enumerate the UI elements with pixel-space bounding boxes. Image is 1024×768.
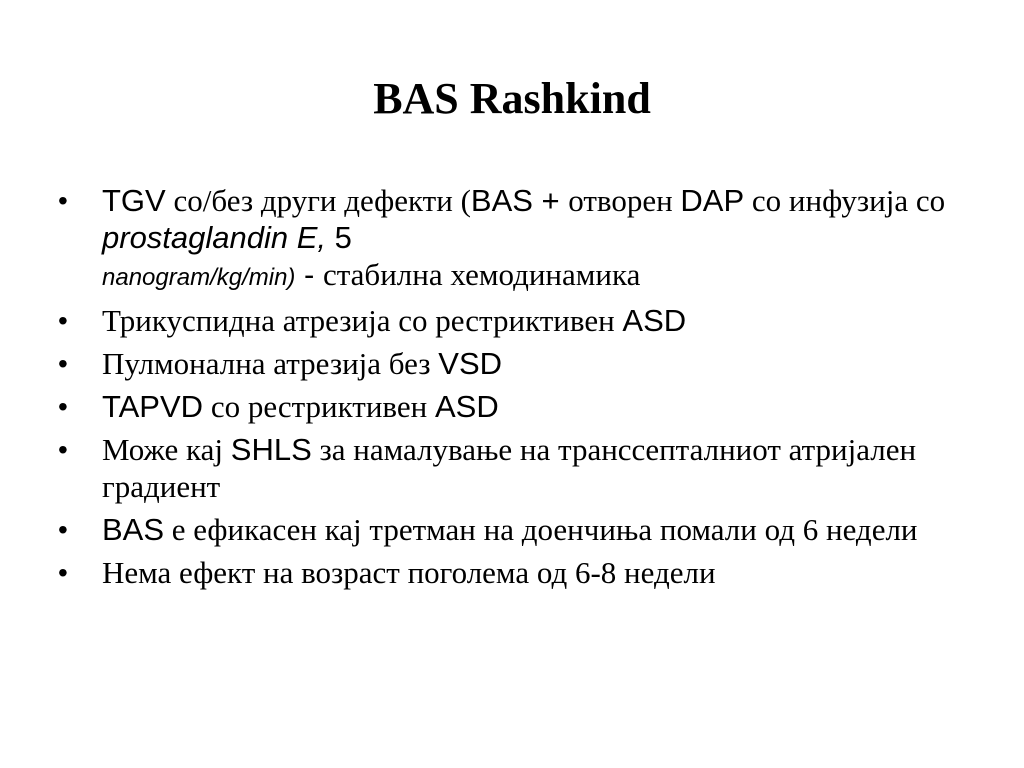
bullet-list (58, 182, 968, 597)
bullet-icon: • (58, 305, 68, 336)
bullet-icon: • (58, 434, 68, 465)
bullet-text-fragment: BAS (102, 512, 165, 547)
bullet-icon: • (58, 348, 68, 379)
bullet-text-fragment: TAPVD (102, 389, 204, 424)
bullet-text-fragment: prostaglandin E, (102, 220, 327, 255)
bullet-item-no-effect (58, 554, 968, 591)
bullet-text-fragment: со/без други дефекти ( (165, 183, 471, 218)
bullet-text-fragment: стабилна хемодинамика (322, 257, 641, 292)
bullet-text-fragment: отворен (568, 183, 681, 218)
bullet-text-fragment: 5 (326, 220, 352, 255)
bullet-icon: • (58, 514, 68, 545)
bullet-text-fragment: BAS + (470, 183, 569, 218)
slide-title: BAS Rashkind (373, 74, 651, 123)
bullet-item-tapvd (58, 388, 968, 425)
bullet-text-fragment: со инфузија со (744, 183, 946, 218)
bullet-item-shls (58, 431, 968, 505)
bullet-item-tricuspid (58, 302, 968, 339)
bullet-text-fragment: за намалување на трансcепталниот атријален градиент (102, 432, 917, 504)
bullet-icon: • (58, 557, 68, 588)
bullet-text-fragment: TGV (102, 183, 166, 218)
bullet-text-fragment: - (295, 257, 323, 292)
bullet-icon: • (58, 391, 68, 422)
bullet-text-fragment: ASD (434, 389, 499, 424)
bullet-text-fragment: SHLS (230, 432, 312, 467)
bullet-text-fragment: Пулмонална атрезија без (102, 346, 439, 381)
bullet-text-fragment: VSD (438, 346, 503, 381)
bullet-text-fragment: Нема ефект на возраст поголема од 6-8 недели (102, 555, 716, 590)
bullet-text-fragment: Може кај (102, 432, 231, 467)
bullet-text-fragment: Трикуспидна атрезија со рестриктивен (102, 303, 623, 338)
bullet-item-pulmonary (58, 345, 968, 382)
bullet-item-bas-efficacy (58, 511, 968, 548)
bullet-text-fragment: ASD (622, 303, 687, 338)
bullet-item-tgv (58, 182, 968, 296)
bullet-text-fragment: nanogram/kg/min) (102, 264, 296, 291)
bullet-text-fragment: е ефикасен кај третман на доенчиња помали од 6 недели (164, 512, 918, 547)
bullet-text-fragment: DAP (680, 183, 745, 218)
bullet-icon: • (58, 185, 68, 216)
bullet-text-fragment: со рестриктивен (203, 389, 435, 424)
